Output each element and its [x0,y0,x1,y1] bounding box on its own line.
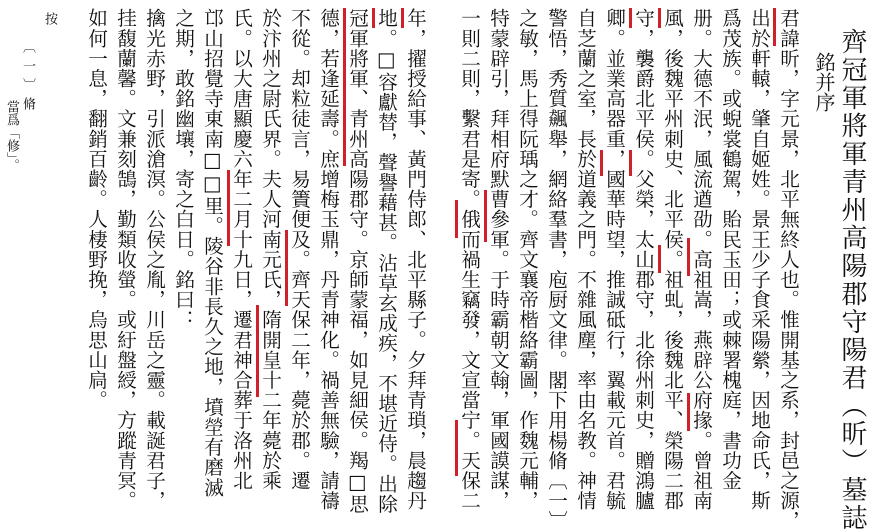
highlight-mark [773,8,776,46]
document-subtitle: 銘并序 [812,52,836,112]
highlight-mark [285,230,288,306]
text-column: 一則二則，繫君是寄。俄而禍生竊發，文宣當宁。天保二 [457,8,481,511]
text-column: 警悟，秀質飆舉，網絡羣書，庖厨文律。閣下用楊脩〔一〕 [544,8,568,531]
highlight-mark [687,238,690,276]
highlight-mark [256,305,259,397]
text-column: 挂馥蘭馨。文兼刻鵠，勤類收螢。或紆盤綬，方蹤青冥。 [113,8,137,511]
text-column: 自芝蘭之室，長於道義之門。不雜風塵，率由名教。神情 [573,8,597,511]
highlight-mark [455,420,458,476]
highlight-mark [687,393,690,431]
highlight-mark [658,245,661,273]
text-column: 卿。並業高器重，國華時望，推誠砥行，翼載元首。君毓 [602,8,626,511]
text-column: 年，擢授給事、黃門侍郎、北平縣子。夕拜青瑣，晨趨丹 [403,8,427,511]
text-column: 德，若逢延壽。庶增梅玉鼎，丹青神化。禍善無驗，請禱 [316,8,340,511]
text-column: 邙山招覺寺東南□□里。陵谷非長久之地，墳塋有磨滅 [200,8,224,498]
text-column: 氏。以大唐顯慶六年二月十九日，遷君神合葬于洛州北 [229,8,253,491]
text-column: 於汴州之尉氏界。夫人河南元氏，隋開皇十二年薨於乘 [258,8,282,491]
highlight-mark [343,8,346,166]
highlight-mark [401,8,404,28]
text-column: 特蒙辟引，拜相府默曹參軍。于時霸朝文翰，軍國謨謀， [486,8,510,511]
text-column: 如何一息，翻銷百齡。人棲野挽，烏思山扃。 [84,8,108,410]
note-label: 按 [42,12,57,31]
text-column: 地。□容獻替，聲譽藉甚。沾草玄成疾，不堪近侍。出除 [374,8,398,514]
text-column: 出於軒轅，肇自姬姓。景王少子食采陽縈，因地命氏，斯 [747,8,771,511]
highlight-mark [600,150,603,176]
text-column: 之敏，馬上得阮瑀之才。齊文襄帝楷絡霸圖，作魏元輔， [515,8,539,511]
text-column: 君諱昕，字元景，北平無終人也。惟開基之系，封邑之源， [776,8,800,531]
text-column: 不從。却粒徒言，易簀便及。齊天保二年，薨於郡。遷 [287,8,311,491]
text-column: 冠軍將軍、青州高陽郡守。京師蒙福，如見細侯。羯□思 [345,8,369,514]
highlight-mark [629,150,632,176]
text-column: 册。大德不泯，風流遒劭。高祖嵩，燕辟公府掾。曾祖南 [689,8,713,511]
text-column: 守，襲爵北平侯。父榮，太山郡守，北徐州刺史，贈鴻臚 [631,8,655,511]
highlight-mark [455,200,458,238]
highlight-mark [227,170,230,246]
highlight-mark [372,8,375,28]
text-column: 風，後魏平州刺史、北平侯。祖虬，後魏北平、榮陽二郡 [660,8,684,511]
document-title: 齊冠軍將軍青州高陽郡守陽君（昕）墓誌 [837,28,867,532]
highlight-mark [658,8,661,28]
text-column: 之期，敢銘幽壤，寄之白日。銘曰： [171,8,195,330]
note-text: 〔一〕脩 [20,40,35,116]
text-column: 擒光赤野，引派滄溟。公侯之胤，川岳之靈。載誕君子， [142,8,166,511]
text-column: 爲茂族。或蜺裳鶴駕，貽民玉田；或棘署槐庭，書功金 [718,8,742,491]
highlight-mark [484,190,487,242]
note-detail: 當爲「修」。 [4,100,19,172]
highlight-mark [629,8,632,28]
